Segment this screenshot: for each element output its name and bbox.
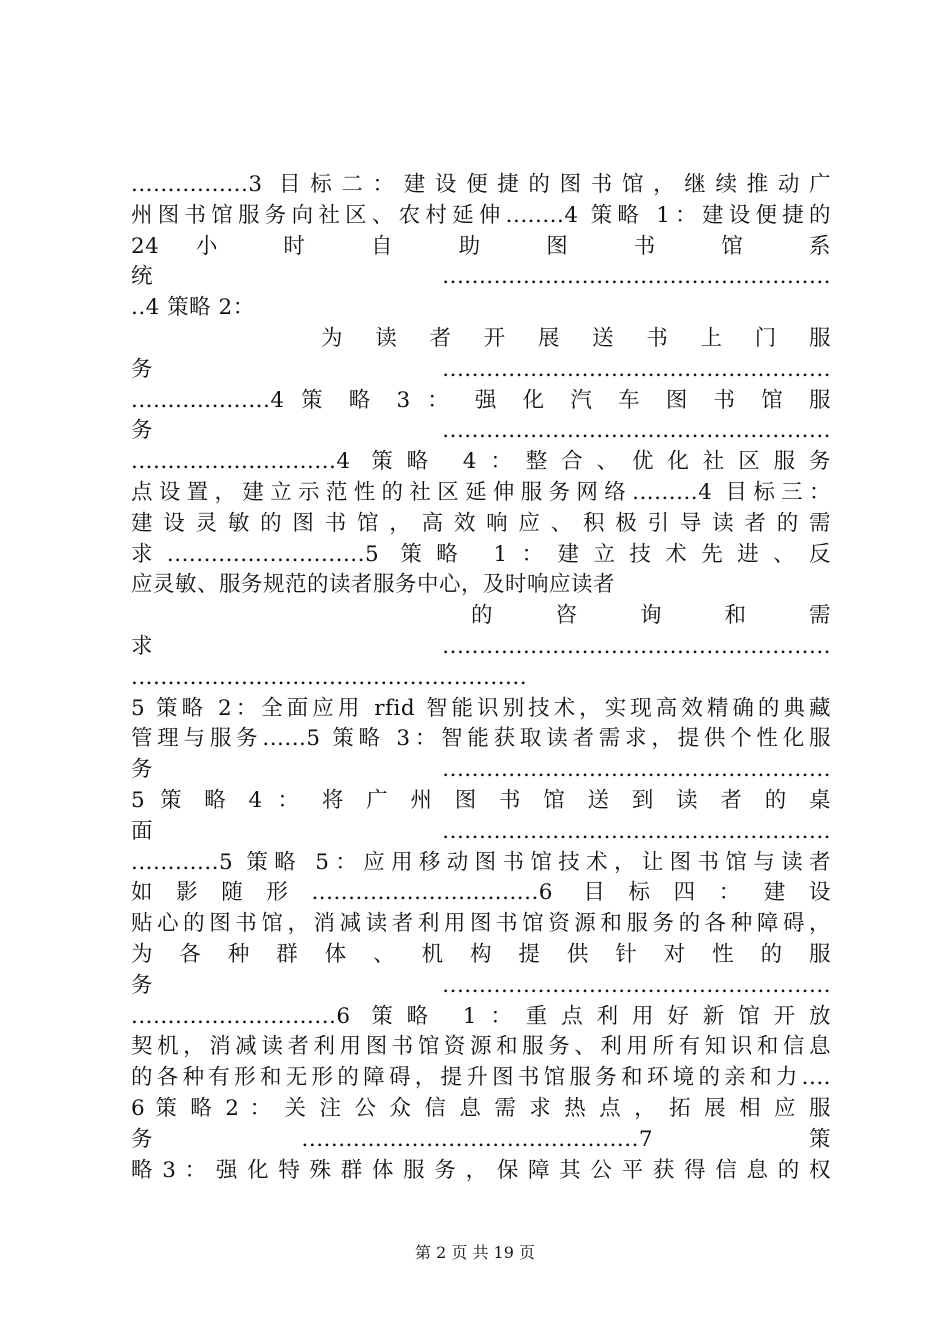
- text-line: 应灵敏、服务规范的读者服务中心，及时响应读者: [131, 572, 616, 598]
- text-line: 为 读 者 开 展 送 书 上 门 服: [321, 325, 831, 351]
- text-line: ............5 策略 5：应用移动图书馆技术，让图书馆与读者: [131, 849, 831, 875]
- text-line: 5 策 略 4 ： 将 广 州 图 书 馆 送 到 读 者 的 桌: [131, 787, 831, 813]
- text-line: 点设置，建立示范性的社区延伸服务网络.........4 目标三：: [131, 479, 831, 505]
- text-line: 州图书馆服务向社区、农村延伸........4 策略 1：建设便捷的: [131, 202, 831, 228]
- text-line: ............................6 策略 1：重点利用好新馆开放: [131, 1003, 831, 1029]
- document-body: [131, 170, 831, 1186]
- text-line: 建 设 灵 敏 的 图 书 馆 ， 高 效 响 应 、 积 极 引 导 读 者 的 需: [131, 510, 831, 536]
- page-footer: 第 2 页 共 19 页: [415, 1243, 535, 1262]
- text-line: 务.....................................................: [131, 356, 831, 382]
- text-line: 贴心的图书馆，消减读者利用图书馆资源和服务的各种障碍，: [131, 911, 831, 937]
- text-line: ..4 策略 2：: [131, 295, 255, 321]
- text-line: 略 3 ： 强 化 特 殊 群 体 服 务 ， 保 障 其 公 平 获 得 信 息 的 权: [131, 1157, 831, 1183]
- text-line: ............................4 策略 4：整合、优化社区服务: [131, 449, 831, 475]
- text-line: 求.....................................................: [131, 633, 831, 659]
- text-line: 24 小 时 自 助 图 书 馆 系: [131, 233, 831, 259]
- text-line: ................3 目标二：建设便捷的图书馆，继续推动广: [131, 172, 831, 197]
- text-line: 面.....................................................: [131, 818, 831, 844]
- text-line: 6 策 略 2 ： 关 注 公 众 信 息 需 求 热 点 ， 拓 展 相 应 服: [131, 1095, 831, 1121]
- text-line: ...................4 策 略 3 ： 强 化 汽 车 图 书 馆 服: [131, 387, 831, 413]
- text-line: 契机，消减读者利用图书馆资源和服务、利用所有知识和信息: [131, 1034, 831, 1060]
- text-line: 统.....................................................: [131, 264, 831, 290]
- text-line: 务.....................................................: [131, 418, 831, 444]
- text-line: 务.....................................................: [131, 972, 831, 998]
- text-line: 为 各 种 群 体 、 机 构 提 供 针 对 性 的 服: [131, 941, 831, 967]
- text-line: 务.....................................................: [131, 757, 831, 783]
- text-line: 务..............................................7 策: [131, 1126, 831, 1152]
- text-line: 5 策略 2：全面应用 rfid 智能识别技术，实现高效精确的典藏: [131, 695, 831, 721]
- text-line: ......................................................: [131, 664, 528, 690]
- text-line: 的各种有形和无形的障碍，提升图书馆服务和环境的亲和力....: [131, 1065, 831, 1091]
- text-line: 如影随形...............................6 目标四：建设: [131, 880, 831, 906]
- text-line: 的 咨 询 和 需: [471, 603, 831, 629]
- text-line: 求...........................5 策略 1：建立技术先进、反: [131, 541, 831, 567]
- text-line: 管理与服务......5 策略 3：智能获取读者需求，提供个性化服: [131, 726, 831, 752]
